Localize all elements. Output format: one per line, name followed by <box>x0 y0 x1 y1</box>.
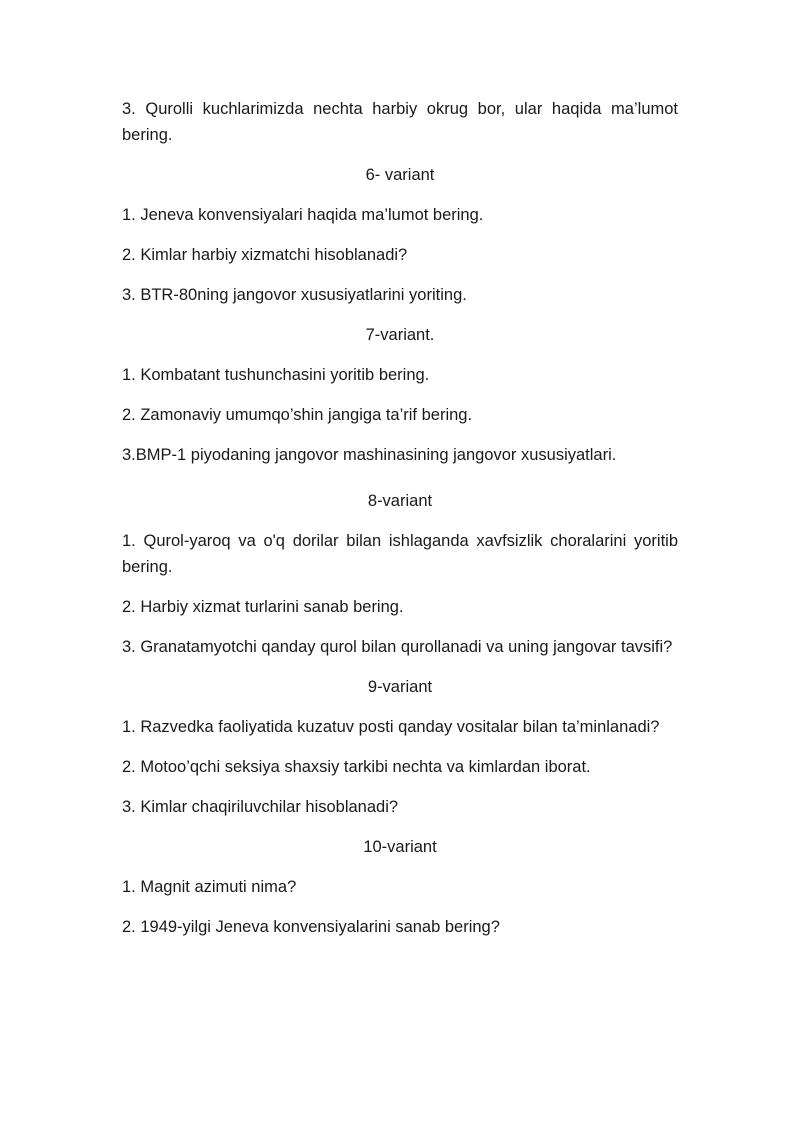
question-6-1: 1. Jeneva konvensiyalari haqida ma’lumot bering. <box>122 206 484 224</box>
variant-6-heading: 6- variant <box>365 166 435 184</box>
document-page <box>122 96 678 954</box>
question-8-3: 3. Granatamyotchi qanday qurol bilan qurollanadi va uning jangovar tavsifi? <box>122 638 673 656</box>
question-9-3: 3. Kimlar chaqiriluvchilar hisoblanadi? <box>122 798 399 816</box>
question-9-1: 1. Razvedka faoliyatida kuzatuv posti qanday vositalar bilan ta’minlanadi? <box>122 718 660 736</box>
question-8-2: 2. Harbiy xizmat turlarini sanab bering. <box>122 598 404 616</box>
question-7-3: 3.BMP-1 piyodaning jangovor mashinasining jangovor xususiyatlari. <box>122 446 617 464</box>
variant-7-heading: 7-variant. <box>365 326 435 344</box>
question-8-1: 1. Qurol-yaroq va o'q dorilar bilan ishlaganda xavfsizlik choralarini yoritib bering. <box>122 532 678 576</box>
question-7-2: 2. Zamonaviy umumqo’shin jangiga ta’rif bering. <box>122 406 473 424</box>
question-6-3: 3. BTR-80ning jangovor xususiyatlarini yoriting. <box>122 286 467 304</box>
variant-10-heading: 10-variant <box>363 838 437 856</box>
question-10-1: 1. Magnit azimuti nima? <box>122 878 297 896</box>
question-10-2: 2. 1949-yilgi Jeneva konvensiyalarini sanab bering? <box>122 918 500 936</box>
question-okrug: 3. Qurolli kuchlarimizda nechta harbiy okrug bor, ular haqida ma’lumot bering. <box>122 100 678 144</box>
question-9-2: 2. Motoo’qchi seksiya shaxsiy tarkibi nechta va kimlardan iborat. <box>122 758 591 776</box>
question-6-2: 2. Kimlar harbiy xizmatchi hisoblanadi? <box>122 246 408 264</box>
variant-8-heading: 8-variant <box>367 492 433 510</box>
variant-9-heading: 9-variant <box>367 678 433 696</box>
question-7-1: 1. Kombatant tushunchasini yoritib bering. <box>122 366 430 384</box>
